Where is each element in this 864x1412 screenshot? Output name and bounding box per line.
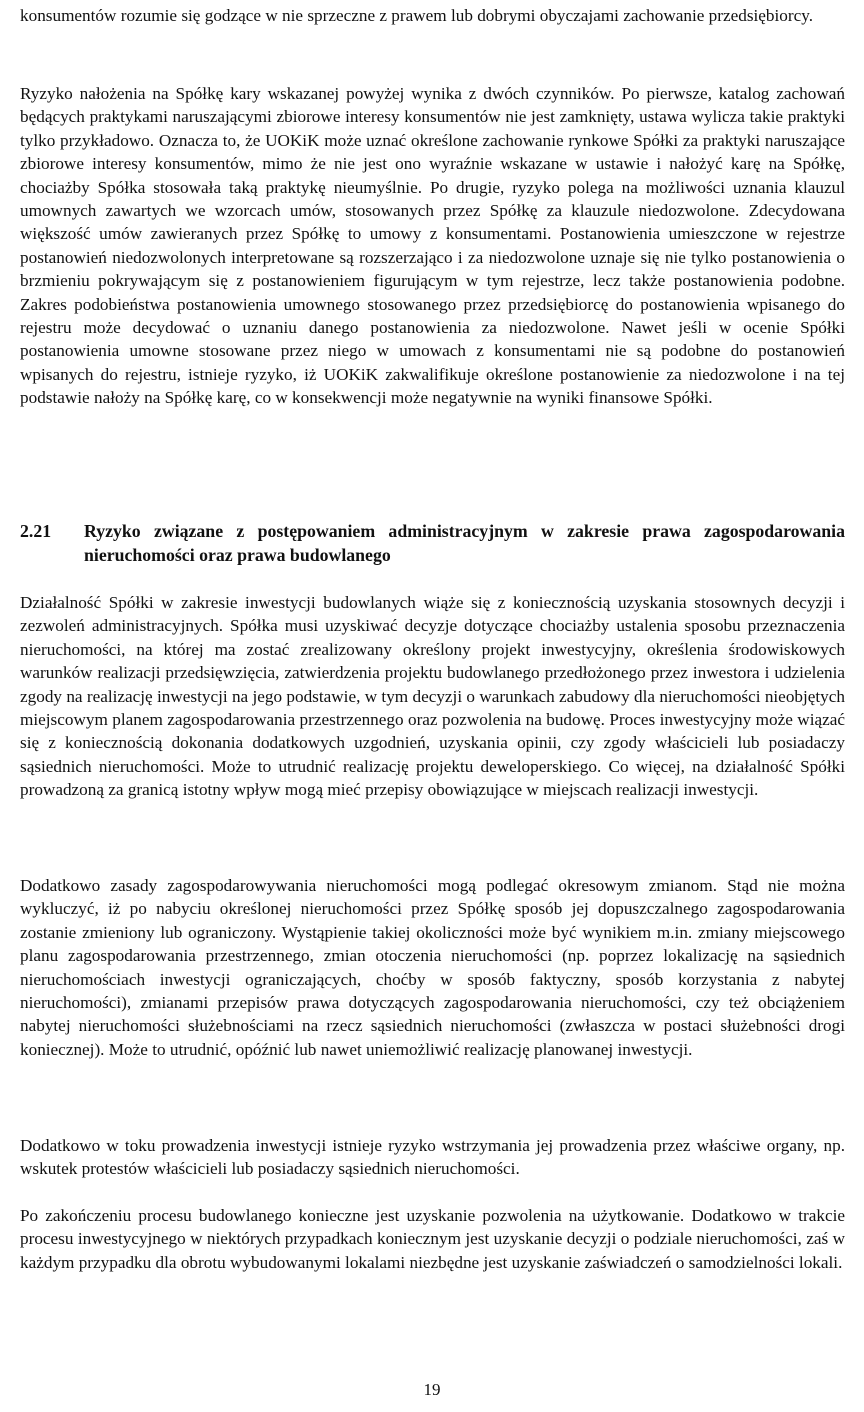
paragraph-uokik-risk: Ryzyko nałożenia na Spółkę kary wskazanej powyżej wynika z dwóch czynników. Po pierwsze, katalog zachowań będących praktykami naruszającymi zbiorowe interesy konsumentów nie jest zamknięty, ustawa wylicza takie praktyki tylko przykładowo. Oznacza to, że UOKiK może uznać określone zachowanie rynkowe Spółki za praktyki naruszające zbiorowe interesy konsumentów, mimo że nie jest ono wyraźnie wskazane w ustawie i nałożyć karę na Spółkę, chociażby Spółka stosowała taką praktykę nieumyślnie. Po drugie, ryzyko polega na możliwości uznania klauzul umownych zawartych we wzorcach umów, stosowanych przez Spółkę za klauzule niedozwolone. Zdecydowana większość umów zawieranych przez Spółkę to umowy z konsumentami. Postanowienia umieszczone w rejestrze postanowień niedozwolonych interpretowane są rozszerzająco i za niedozwolone uznaje się nie tylko postanowienia o brzmieniu pokrywającym się z postanowieniem figurującym w tym rejestrze, lecz także postanowienia podobne. Zakres podobieństwa postanowienia umownego stosowanego przez przedsiębiorcę do postanowienia wpisanego do rejestru może decydować o uznaniu danego postanowienia za niedozwolone. Nawet jeśli w ocenie Spółki postanowienia umowne stosowane przez niego w umowach z konsumentami nie są podobne do postanowień wpisanych do rejestru, istnieje ryzyko, iż UOKiK zakwalifikuje określone postanowienie za niedozwolone i na tej podstawie nałoży na Spółkę karę, co w konsekwencji może negatywnie na wyniki finansowe Spółki. (20, 84, 845, 408)
section-number: 2.21 (20, 521, 52, 541)
paragraph-zoning-changes: Dodatkowo zasady zagospodarowywania nieruchomości mogą podlegać okresowym zmianom. Stąd nie można wykluczyć, iż po nabyciu określonej nieruchomości przez Spółkę sposób jej dopuszczalnego zagospodarowania zostanie zmieniony lub ograniczony. Wystąpienie takiej okoliczności może być wynikiem m.in. zmiany miejscowego planu zagospodarowania przestrzennego, zmian otoczenia nieruchomości (np. poprzez lokalizację na sąsiednich nieruchomościach inwestycji ograniczających, choćby w sposób faktyczny, sposób korzystania z nabytej nieruchomości), zmianami przepisów prawa dotyczących zagospodarowania nieruchomości, czy też obciążeniem nabytej nieruchomości służebnościami na rzecz sąsiednich nieruchomości (zwłaszcza w postaci służebności drogi koniecznej). Może to utrudnić, opóźnić lub nawet uniemożliwić realizację planowanej inwestycji. (20, 876, 845, 1059)
paragraph-occupancy-permit: Po zakończeniu procesu budowlanego konieczne jest uzyskanie pozwolenia na użytkowanie. Dodatkowo w trakcie procesu inwestycyjnego w niektórych przypadkach koniecznym jest uzyskanie decyzji o podziale nieruchomości, zaś w każdym przypadku dla obrotu wybudowanymi lokalami niezbędne jest uzyskanie zaświadczeń o samodzielności lokali. (20, 1206, 845, 1272)
page-number: 19 (423, 1380, 441, 1399)
paragraph-administrative-decisions: Działalność Spółki w zakresie inwestycji budowlanych wiąże się z koniecznością uzyskania stosownych decyzji i zezwoleń administracyjnych. Spółka musi uzyskiwać decyzje dotyczące chociażby ustalenia sposobu przeznaczenia nieruchomości, na której ma zostać zrealizowany określony projekt inwestycyjny, określenia środowiskowych warunków realizacji przedsięwzięcia, zatwierdzenia projektu budowlanego przedłożonego przez inwestora i udzielenia zgody na realizację inwestycji na jego podstawie, w tym decyzji o warunkach zabudowy dla nieruchomości nieobjętych miejscowym planem zagospodarowania przestrzennego oraz pozwolenia na budowę. Proces inwestycyjny może wiązać się z koniecznością dokonania dodatkowych uzgodnień, uzyskania opinii, czy zgody właścicieli lub posiadaczy sąsiednich nieruchomości. Może to utrudnić realizację projektu deweloperskiego. Co więcej, na działalność Spółki prowadzoną za granicą istotny wpływ mogą mieć przepisy obowiązujące w miejscach realizacji inwestycji. (20, 593, 845, 800)
section-title: Ryzyko związane z postępowaniem administracyjnym w zakresie prawa zagospodarowania nieruchomości oraz prawa budowlanego (84, 521, 845, 565)
paragraph-continuation: konsumentów rozumie się godzące w nie sprzeczne z prawem lub dobrymi obyczajami zachowanie przedsiębiorcy. (20, 6, 814, 25)
paragraph-suspension-risk: Dodatkowo w toku prowadzenia inwestycji istnieje ryzyko wstrzymania jej prowadzenia przez właściwe organy, np. wskutek protestów właścicieli lub posiadaczy sąsiednich nieruchomości. (20, 1136, 845, 1179)
